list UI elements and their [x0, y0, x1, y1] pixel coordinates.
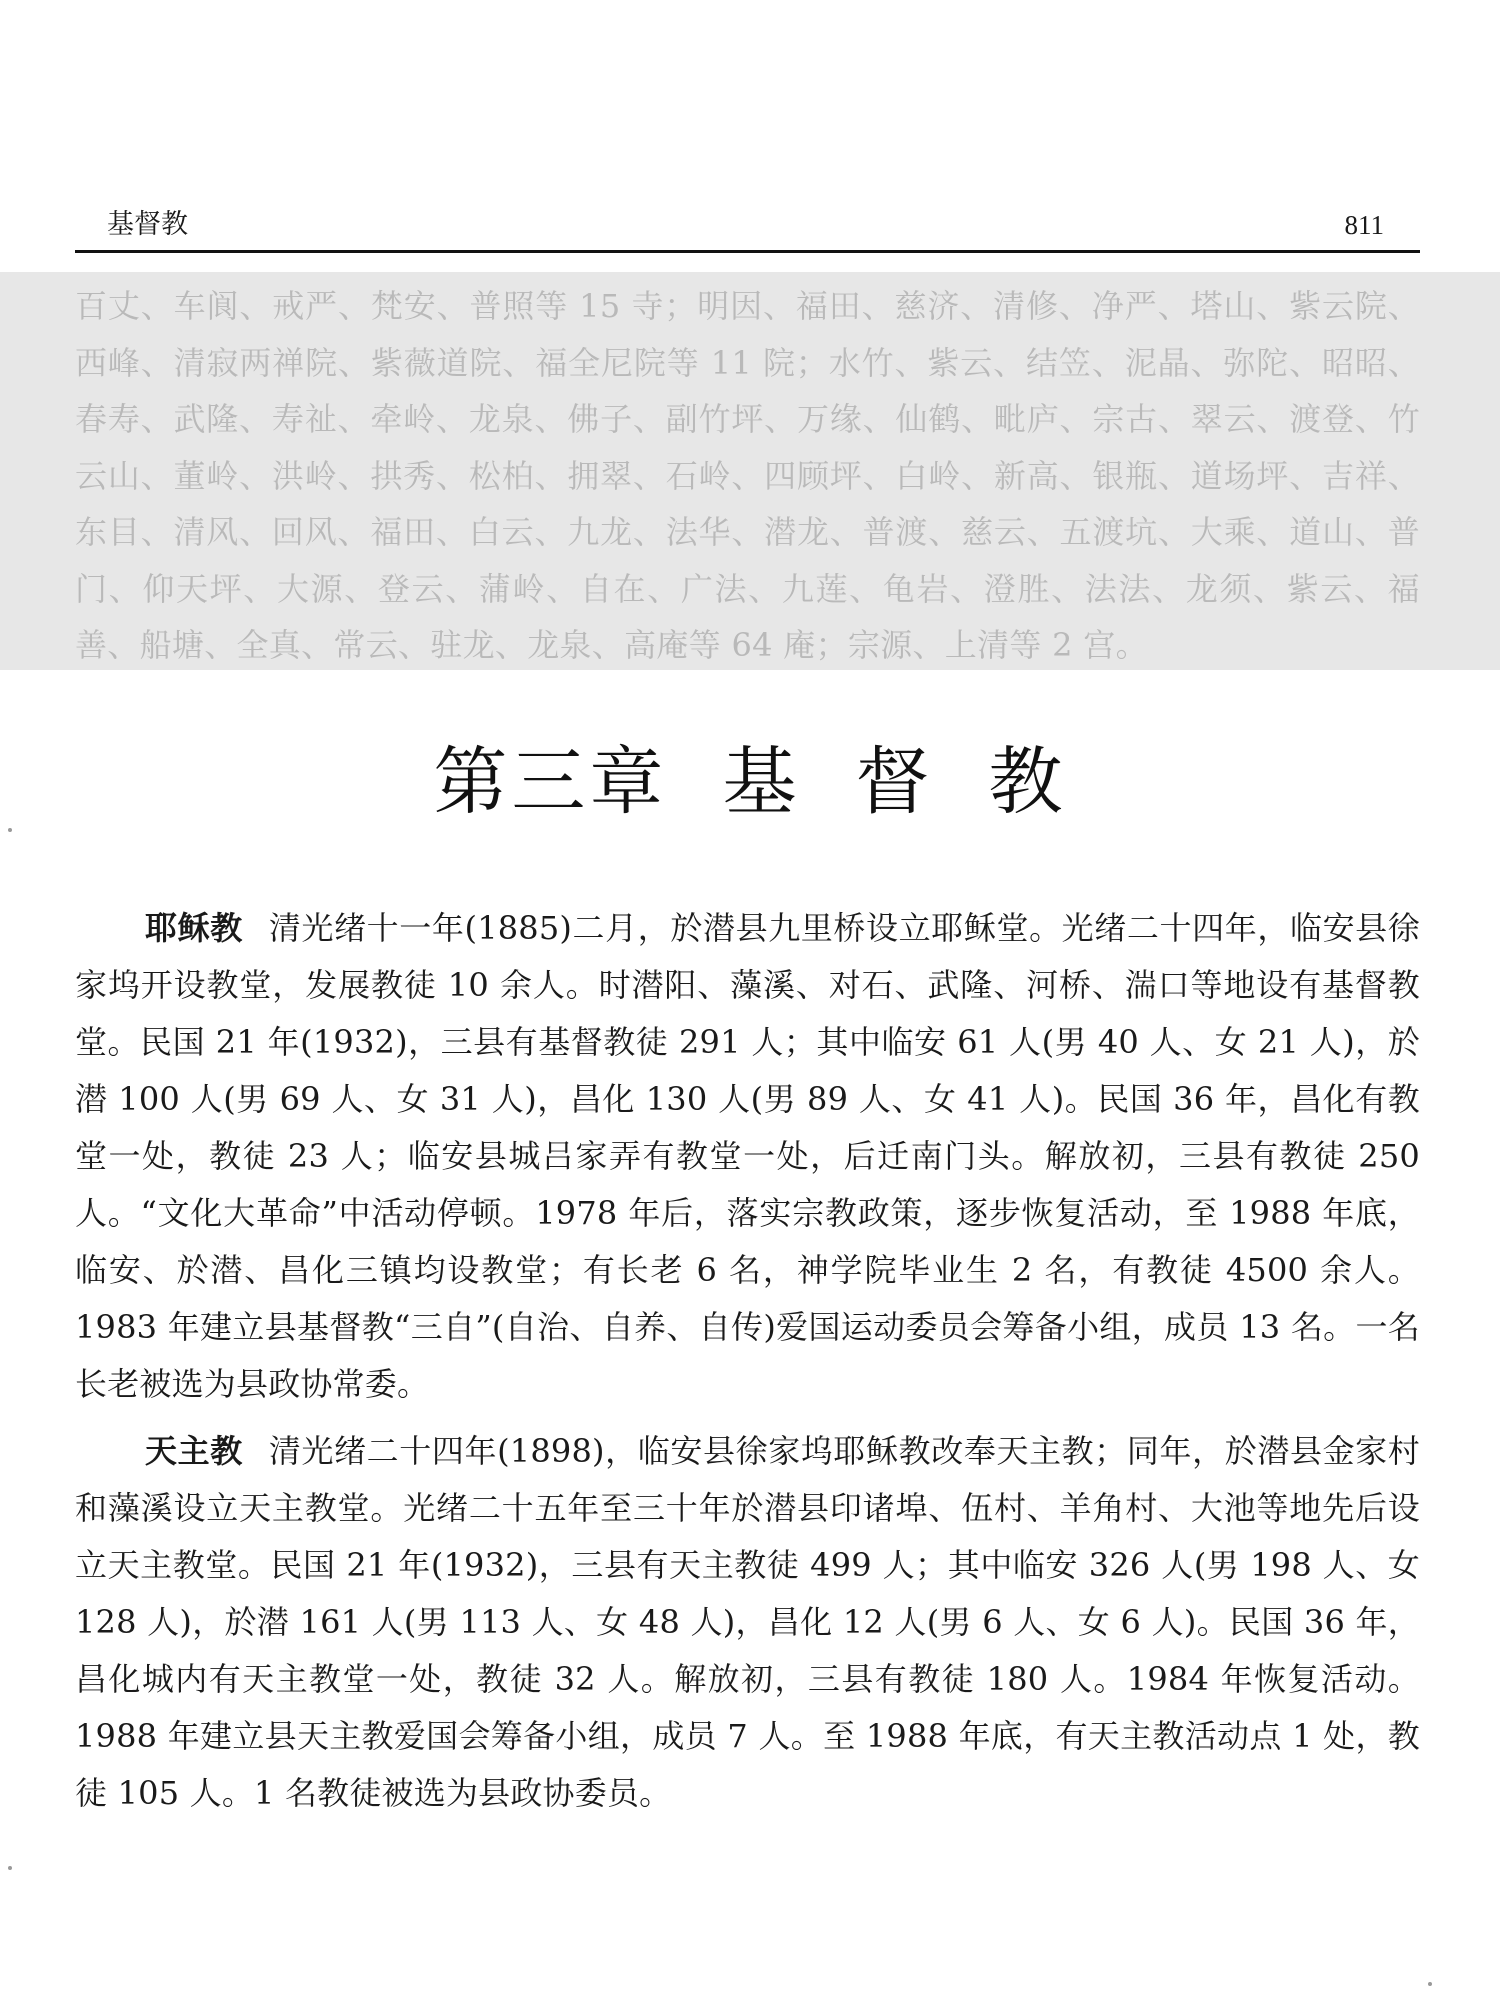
paragraph-protestantism-text: 清光绪十一年(1885)二月，於潜县九里桥设立耶稣堂。光绪二十四年，临安县徐家坞开设教堂，发展教徒 10 余人。时潜阳、藻溪、对石、武隆、河桥、湍口等地设有基督教堂。民国 21 年(1932)，三县有基督教徒 291 人；其中临安 61 人(男 40 人、女 21 人)，於潜 100 人(男 69 人、女 31 人)，昌化 130 人(男 89 人、女 41 人)。民国 36 年，昌化有教堂一处，教徒 23 人；临安县城吕家弄有教堂一处，后迁南门头。解放初，三县有教徒 250 人。“文化大革命”中活动停顿。1978 年后，落实宗教政策，逐步恢复活动，至 1988 年底，临安、於潜、昌化三镇均设教堂；有长老 6 名，神学院毕业生 2 名，有教徒 4500 余人。1983 年建立县基督教“三自”(自治、自养、自传)爱国运动委员会筹备小组，成员 13 名。一名长老被选为县政协常委。 [75, 909, 1420, 1403]
paragraph-catholicism-text: 清光绪二十四年(1898)，临安县徐家坞耶稣教改奉天主教；同年，於潜县金家村和藻溪设立天主教堂。光绪二十五年至三十年於潜县印诸埠、伍村、羊角村、大池等地先后设立天主教堂。民国 21 年(1932)，三县有天主教徒 499 人；其中临安 326 人(男 198 人、女 128 人)，於潜 161 人(男 113 人、女 48 人)，昌化 12 人(男 6 人、女 6 人)。民国 36 年，昌化城内有天主教堂一处，教徒 32 人。解放初，三县有教徒 180 人。1984 年恢复活动。1988 年建立县天主教爱国会筹备小组，成员 7 人。至 1988 年底，有天主教活动点 1 处，教徒 105 人。1 名教徒被选为县政协委员。 [75, 1432, 1420, 1812]
running-header [75, 205, 1420, 245]
page-number: 811 [1344, 210, 1384, 240]
chapter-title: 第三章 基 督 教 [433, 739, 1067, 825]
paragraph-protestantism [75, 900, 1420, 1413]
scan-speck [8, 1866, 12, 1870]
term-catholicism: 天主教 [145, 1432, 243, 1470]
chapter-body [75, 900, 1420, 1832]
previous-section-continuation [0, 272, 1500, 670]
scan-speck [1428, 1982, 1432, 1986]
header-rule [75, 250, 1420, 253]
paragraph-catholicism [75, 1423, 1420, 1822]
previous-section-text: 百丈、车阆、戒严、梵安、普照等 15 寺；明因、福田、慈济、清修、净严、塔山、紫云院、西峰、清寂两禅院、紫薇道院、福全尼院等 11 院；水竹、紫云、结笠、泥晶、弥陀、昭昭、春寿、武隆、寿祉、牵岭、龙泉、佛子、副竹坪、万缘、仙鹤、毗庐、宗古、翠云、渡登、竹云山、董岭、洪岭、拱秀、松柏、拥翠、石岭、四顾坪、白岭、新高、银瓶、道场坪、吉祥、东目、清风、回风、福田、白云、九龙、法华、潜龙、普渡、慈云、五渡坑、大乘、道山、普门、仰天坪、大源、登云、蒲岭、自在、广法、九莲、龟岩、澄胜、法法、龙须、紫云、福善、船塘、全真、常云、驻龙、龙泉、高庵等 64 庵；宗源、上清等 2 宫。 [75, 287, 1420, 664]
running-header-section-title: 基督教 [107, 209, 188, 240]
scan-speck [8, 828, 12, 832]
term-protestantism: 耶稣教 [145, 909, 243, 947]
